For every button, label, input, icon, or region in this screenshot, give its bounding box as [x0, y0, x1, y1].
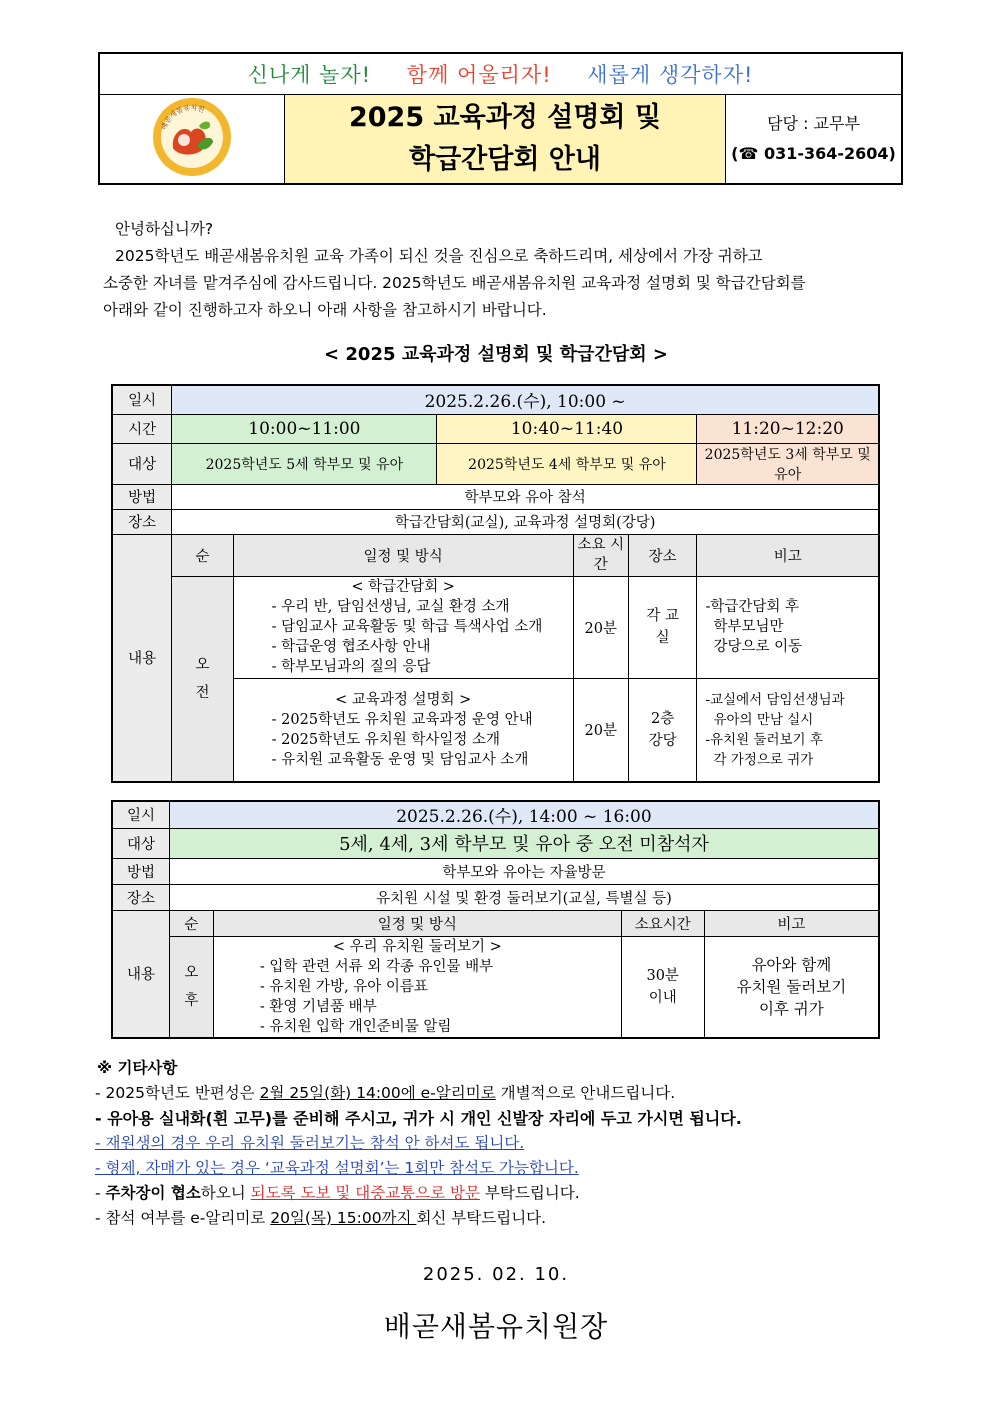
method-label: 방법: [112, 858, 169, 884]
target-label: 대상: [112, 828, 169, 858]
note-text: -: [95, 1184, 106, 1202]
logo-cell: [99, 95, 285, 185]
morning-method: 학부모와 유아 참석: [172, 484, 879, 509]
list-item: - 유치원 입학 개인준비물 알림: [259, 1018, 452, 1035]
intro-line-1: 2025학년도 배곧새봄유치원 교육 가족이 되신 것을 진심으로 축하드리며, 세상에서 가장 귀하고: [115, 247, 763, 265]
col-schedule: 일정 및 방식: [213, 910, 621, 936]
document-date: 2025. 02. 10.: [422, 1264, 570, 1285]
content-label: 내용: [112, 534, 172, 782]
remark-line: 학부모님만: [713, 619, 784, 635]
target-5yo: 2025학년도 5세 학부모 및 유아: [172, 443, 437, 484]
contact-cell: [726, 95, 903, 185]
note-highlight: 주차장이 협소: [105, 1184, 201, 1202]
signature: 배곧새봄유치원장: [383, 1310, 609, 1343]
tour-title: < 우리 유치원 둘러보기 >: [332, 938, 502, 955]
list-item: - 학부모님과의 질의 응답: [271, 659, 431, 675]
list-item: - 유치원 가방, 유아 이름표: [259, 978, 428, 995]
page-title-line2: 학급간담회 안내: [409, 144, 601, 175]
time-label: 시간: [112, 414, 172, 443]
remark-line: -교실에서 담임선생님과: [705, 691, 845, 708]
note-highlight: 20일(목) 15:00까지: [270, 1209, 417, 1227]
intro-text: [103, 216, 903, 324]
col-order: 순: [172, 534, 233, 576]
contact-phone: (☎ 031-364-2604): [731, 144, 896, 163]
curriculum-briefing-duration: 20분: [573, 678, 628, 782]
list-item: - 2025학년도 유치원 교육과정 운영 안내: [271, 711, 533, 728]
afternoon-schedule-table: [111, 800, 880, 1039]
tour-items: [214, 957, 621, 1037]
notes-heading: ※ 기타사항: [97, 1059, 178, 1077]
date-label: 일시: [112, 801, 169, 828]
note-parking: [95, 1181, 915, 1206]
greeting: 안녕하십니까?: [115, 220, 214, 238]
schedule-tour: [213, 936, 621, 1038]
header-box: [98, 52, 903, 185]
target-3yo: 2025학년도 3세 학부모 및 유아: [697, 443, 879, 484]
note-text: - 2025학년도 반편성은: [95, 1084, 260, 1102]
col-duration: 소요시간: [621, 910, 704, 936]
remark-line: 유아와 함께: [751, 955, 832, 974]
tour-duration: 30분 이내: [621, 936, 704, 1038]
page-title-line1: 2025 교육과정 설명회 및: [348, 102, 661, 133]
date-label: 일시: [112, 385, 172, 414]
remark-line: -학급간담회 후: [705, 599, 800, 615]
title-cell: [285, 95, 726, 185]
note-highlight: 되도록 도보 및 대중교통으로 방문: [250, 1184, 480, 1202]
list-item: - 우리 반, 담임선생님, 교실 환경 소개: [271, 599, 510, 615]
remark-line: 이후 귀가: [758, 999, 824, 1018]
col-remark: 비고: [697, 534, 879, 576]
place-label: 장소: [112, 884, 169, 910]
morning-schedule-table: [111, 384, 880, 783]
slogan-together: 함께 어울리자!: [406, 63, 552, 87]
note-indoor-shoes: - 유아용 실내화(흰 고무)를 준비해 주시고, 귀가 시 개인 신발장 자리에 두고 가시면 됩니다.: [95, 1109, 742, 1128]
slogan-row: [99, 53, 902, 95]
target-label: 대상: [112, 443, 172, 484]
remark-line: 각 가정으로 귀가: [713, 751, 814, 768]
list-item: - 담임교사 교육활동 및 학급 특색사업 소개: [271, 619, 543, 635]
afternoon-date: 2025.2.26.(수), 14:00 ~ 16:00: [169, 801, 879, 828]
section-subtitle: < 2025 교육과정 설명회 및 학급간담회 >: [324, 344, 668, 365]
remark-line: 강당으로 이동: [713, 639, 803, 655]
note-class-assignment: [95, 1081, 915, 1106]
note-text: 부탁드립니다.: [479, 1184, 580, 1202]
target-4yo: 2025학년도 4세 학부모 및 유아: [437, 443, 697, 484]
time-slot-3yo: 11:20~12:20: [697, 414, 879, 443]
curriculum-briefing-items: [234, 710, 573, 770]
class-meeting-remark: [697, 576, 879, 678]
note-text: 개별적으로 안내드립니다.: [495, 1084, 676, 1102]
curriculum-briefing-title: < 교육과정 설명회 >: [335, 691, 472, 708]
col-remark: 비고: [704, 910, 879, 936]
slogan-think: 새롭게 생각하자!: [587, 63, 754, 87]
place-label: 장소: [112, 509, 172, 534]
notes-section: [95, 1056, 915, 1231]
note-current-students: - 재원생의 경우 우리 유치원 둘러보기는 참석 안 하셔도 됩니다.: [95, 1134, 525, 1152]
note-text: - 참석 여부를 e-알리미로: [95, 1209, 271, 1227]
note-text: 하오니: [200, 1184, 251, 1202]
slogan-play: 신나게 놀자!: [247, 63, 372, 87]
note-rsvp: [95, 1206, 915, 1231]
tour-remark: [704, 936, 879, 1038]
note-siblings: - 형제, 자매가 있는 경우 ‘교육과정 설명회’는 1회만 참석도 가능합니다.: [95, 1159, 579, 1177]
intro-line-2: 소중한 자녀를 맡겨주심에 감사드립니다. 2025학년도 배곧새봄유치원 교육과정 설명회 및 학급간담회를: [103, 274, 806, 292]
list-item: - 입학 관련 서류 외 각종 유인물 배부: [259, 958, 494, 975]
svg-text:배곧새봄유치원: 배곧새봄유치원: [160, 103, 206, 131]
method-label: 방법: [112, 484, 172, 509]
period-morning: 오 전: [172, 576, 233, 782]
list-item: - 유치원 교육활동 운영 및 담임교사 소개: [271, 751, 529, 768]
col-duration: 소요 시간: [573, 534, 628, 576]
time-slot-5yo: 10:00~11:00: [172, 414, 437, 443]
schedule-class-meeting: [233, 576, 573, 678]
list-item: - 환영 기념품 배부: [259, 998, 377, 1015]
remark-line: -유치원 둘러보기 후: [705, 731, 823, 748]
morning-place: 학급간담회(교실), 교육과정 설명회(강당): [172, 509, 879, 534]
remark-line: 유아의 만남 실시: [713, 711, 814, 728]
col-order: 순: [169, 910, 213, 936]
note-text: 회신 부탁드립니다.: [416, 1209, 547, 1227]
note-highlight: 2월 25일(화) 14:00에 e-알리미로: [259, 1084, 496, 1102]
list-item: - 학급운영 협조사항 안내: [271, 639, 431, 655]
col-location: 장소: [628, 534, 697, 576]
remark-line: 유치원 둘러보기: [736, 977, 847, 996]
time-slot-4yo: 10:40~11:40: [437, 414, 697, 443]
schedule-curriculum-briefing: [233, 678, 573, 782]
class-meeting-title: < 학급간담회 >: [351, 579, 455, 595]
afternoon-place: 유치원 시설 및 환경 둘러보기(교실, 특별실 등): [169, 884, 879, 910]
kindergarten-logo: [151, 96, 233, 178]
curriculum-briefing-remark: [697, 678, 879, 782]
afternoon-target: 5세, 4세, 3세 학부모 및 유아 중 오전 미참석자: [169, 828, 879, 858]
period-afternoon: 오 후: [169, 936, 213, 1038]
content-label: 내용: [112, 910, 169, 1038]
class-meeting-location: 각 교실: [628, 576, 697, 678]
intro-line-3: 아래와 같이 진행하고자 하오니 아래 사항을 참고하시기 바랍니다.: [103, 301, 547, 319]
afternoon-method: 학부모와 유아는 자율방문: [169, 858, 879, 884]
contact-department: 담당 : 교무부: [767, 114, 860, 133]
curriculum-briefing-location: 2층 강당: [628, 678, 697, 782]
list-item: - 2025학년도 유치원 학사일정 소개: [271, 731, 500, 748]
col-schedule: 일정 및 방식: [233, 534, 573, 576]
class-meeting-items: [234, 597, 573, 677]
class-meeting-duration: 20분: [573, 576, 628, 678]
morning-date: 2025.2.26.(수), 10:00 ~: [172, 385, 879, 414]
